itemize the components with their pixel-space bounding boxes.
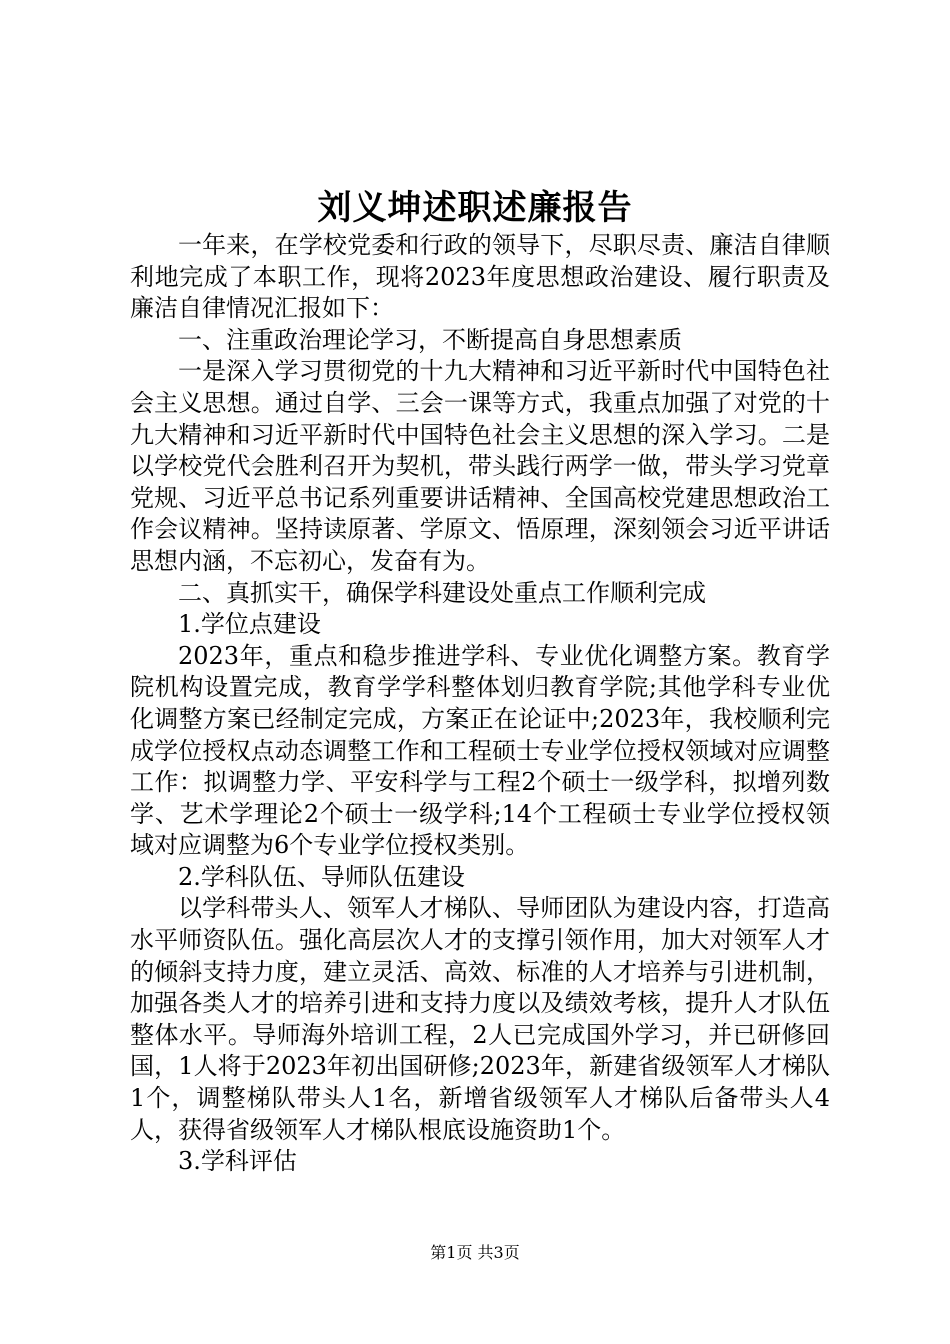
subsection-1-paragraph: 2023年，重点和稳步推进学科、专业优化调整方案。教育学院机构设置完成，教育学学科整体划归教育学院;其他学科专业优化调整方案已经制定完成，方案正在论证中;2023年，我校顺利完成学位授权点动态调整工作和工程硕士专业学位授权领域对应调整工作：拟调整力学、平安科学与工程2个硕士一级学科，拟增列数学、艺术学理论2个硕士一级学科;14个工程硕士专业学位授权领域对应调整为6个专业学位授权类别。 [130,641,830,860]
subsection-heading-1: 1.学位点建设 [178,610,321,639]
section-heading-1: 一、注重政治理论学习，不断提高自身思想素质 [178,325,682,354]
section-heading-2: 二、真抓实干，确保学科建设处重点工作顺利完成 [178,578,706,607]
subsection-heading-3: 3.学科评估 [178,1147,297,1176]
page-footer: 第1页 共3页 [430,1243,520,1262]
section-1-paragraph: 一是深入学习贯彻党的十九大精神和习近平新时代中国特色社会主义思想。通过自学、三会一课等方式，我重点加强了对党的十九大精神和习近平新时代中国特色社会主义思想的深入学习。二是以学校党代会胜利召开为契机，带头践行两学一做，带头学习党章党规、习近平总书记系列重要讲话精神、全国高校党建思想政治工作会议精神。坚持读原著、学原文、悟原理，深刻领会习近平讲话思想内涵，不忘初心，发奋有为。 [130,357,830,575]
document-title: 刘义坤述职述廉报告 [317,188,633,228]
intro-paragraph: 一年来，在学校党委和行政的领导下，尽职尽责、廉洁自律顺利地完成了本职工作，现将2023年度思想政治建设、履行职责及廉洁自律情况汇报如下： [130,231,830,323]
subsection-2-paragraph: 以学科带头人、领军人才梯队、导师团队为建设内容，打造高水平师资队伍。强化高层次人才的支撑引领作用，加大对领军人才的倾斜支持力度，建立灵活、高效、标准的人才培养与引进机制，加强各类人才的培养引进和支持力度以及绩效考核，提升人才队伍整体水平。导师海外培训工程，2人已完成国外学习，并已研修回国，1人将于2023年初出国研修;2023年，新建省级领军人才梯队1个，调整梯队带头人1名，新增省级领军人才梯队后备带头人4人，获得省级领军人才梯队根底设施资助1个。 [130,894,830,1144]
subsection-heading-2: 2.学科队伍、导师队伍建设 [178,862,465,891]
document-body [130,230,830,1178]
